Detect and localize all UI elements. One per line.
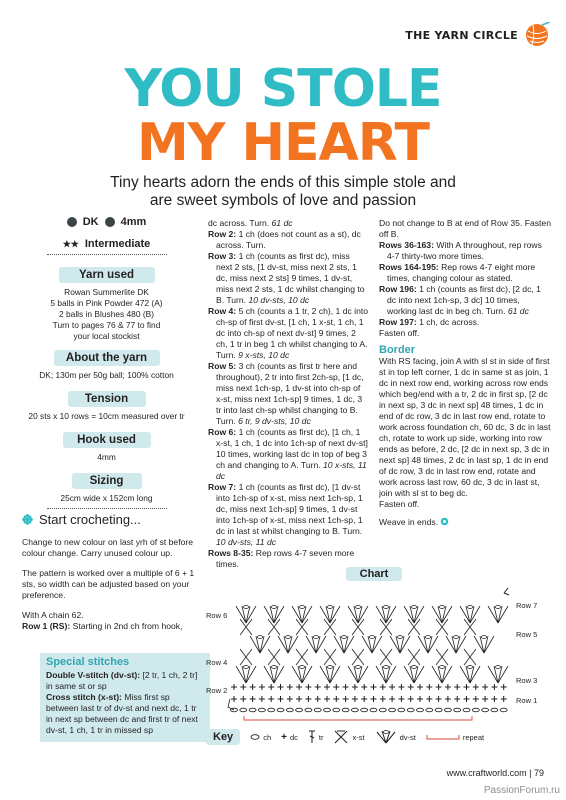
rows-8-35-instruction [208,548,368,570]
dc-stitch-symbol [361,684,367,690]
chain-symbol [500,708,507,712]
title-line-1: YOU STOLE [124,59,442,119]
dc-stitch-symbol [352,696,358,702]
dc-stitch-symbol [426,696,432,702]
dc-stitch-symbol [398,696,404,702]
cross-stitch-symbol [436,649,448,665]
border-instructions: With RS facing, join A with sl st in side of first st in top left corner, 1 dc in same st as join, 1 dc in next row end, working across row ends which beg/end with a tr, 2 dc in first sp, [2 dc in next sp, 3 dc in next sp] 48 times, 1 dc in end of dc row, 3 dc in last row end, rotate to work across foundation ch, 60 dc, 3 dc in last ch, rotate to work up side, working into row ends as before, 2 dc, [2 dc in next sp, 3 dc in next sp] 48 times, 2 dc in last sp, 1 dc in end of dc row, 3 dc in last row end, rotate and work across last row, 60 dc, 3 dc in last st, join with sl st to beg dc. [379,356,551,498]
chain-space-symbol [440,666,445,669]
key-label: x-st [352,732,365,742]
rows-36-163-instruction [379,240,551,262]
chain-space-symbol [342,636,347,639]
stitch-count: 6 tr, 9 dv-sts, 10 dc [238,416,311,426]
dc-stitch-symbol [296,684,302,690]
row-5-instruction [208,361,368,427]
dc-stitch-symbol [259,684,265,690]
crochet-chart [204,583,556,723]
dc-stitch-symbol [371,696,377,702]
chain-symbol [417,708,424,712]
chain-space-symbol [300,666,305,669]
chain-symbol [482,708,489,712]
chart-row-label: Row 1 [516,696,538,705]
dc-stitch-symbol [231,696,237,702]
yarn-weight-icon [67,217,77,227]
treble-symbol-icon [308,730,316,744]
chain-symbol [286,708,293,712]
about-yarn-info: DK; 130m per 50g ball; 100% cotton [39,370,174,380]
row-label: Row 197: [379,317,417,327]
key-item-tr [308,730,324,744]
cross-stitch-symbol [240,649,252,665]
dc-stitch-symbol [250,696,256,702]
key-label: tr [318,732,324,742]
dc-stitch-symbol [315,696,321,702]
dc-stitch-symbol [287,684,293,690]
chain-symbol [370,708,377,712]
special-stitches-box [40,653,210,742]
subtitle [60,174,506,210]
start-heading-text: Start crocheting... [39,512,141,527]
brand-name: THE YARN CIRCLE [405,28,518,42]
chain-space-symbol [412,666,417,669]
dc-stitch-symbol [417,696,423,702]
dc-stitch-symbol [491,684,497,690]
chart-row-label: Row 5 [516,630,538,639]
chain-space-symbol [496,666,501,669]
chain-symbol [324,708,331,712]
chain-space-symbol [426,636,431,639]
cross-stitch-symbol-icon [333,730,349,744]
chart-row-label: Row 7 [516,601,538,610]
dc-stitch-symbol [445,696,451,702]
chain-space-symbol [370,636,375,639]
dc-stitch-symbol [268,684,274,690]
row-label: Row 2: [208,229,237,239]
chart-row-label: Row 4 [206,658,228,667]
key-item-dc [281,732,298,743]
row-arrow-symbol [504,588,509,595]
chain-space-symbol [482,636,487,639]
chain-space-symbol [328,606,333,609]
row-1-continued [208,218,368,229]
fasten-off-note: Fasten off. [379,328,420,338]
flower-icon [22,514,33,525]
stitch-label: Double V-stitch (dv-st): [46,670,141,680]
chart-row-label: Row 2 [206,686,228,695]
dc-stitch-symbol [417,684,423,690]
chain-space-symbol [384,666,389,669]
key-item-dv-st [375,730,416,744]
chain-space-symbol [328,666,333,669]
key-heading: Key [206,729,240,745]
chain-space-symbol [272,606,277,609]
chain-symbol [240,708,247,712]
chain-space-symbol [384,606,389,609]
dc-stitch-symbol [305,684,311,690]
dc-stitch-symbol [250,684,256,690]
dc-stitch-symbol [380,696,386,702]
stitch-count: 10 dv-sts, 10 dc [248,295,310,305]
chain-space-symbol [468,606,473,609]
chain-space-symbol [286,636,291,639]
dc-stitch-symbol [445,684,451,690]
dc-stitch-symbol [436,684,442,690]
chain-space-symbol [440,606,445,609]
dc-stitch-symbol [278,696,284,702]
row-text: 1 ch, dc across. [419,317,480,327]
dc-stitch-symbol [473,696,479,702]
footer-separator: | [529,768,534,778]
double-v-stitch-symbol-icon [375,730,397,744]
special-stitches-heading: Special stitches [46,656,130,668]
dc-stitch-symbol [389,684,395,690]
dc-stitch-symbol [231,684,237,690]
chain-symbol [249,708,256,712]
subtitle-line-1: Tiny hearts adorn the ends of this simple stole and [110,174,456,191]
chain-symbol-icon [250,734,260,740]
chain-space-symbol [356,666,361,669]
chain-symbol [398,708,405,712]
yarn-line: 2 balls in Blushes 480 (B) [59,309,154,319]
watermark: PassionForum.ru [483,785,560,796]
tension-heading: Tension [68,391,146,407]
hook-used-heading: Hook used [63,432,151,448]
chain-symbol [454,708,461,712]
footer-site: www.craftworld.com [446,768,527,778]
row-label: Rows 36-163: [379,240,434,250]
chain-symbol [444,708,451,712]
row-text: With A throughout, rep rows 4-7 thirty-two more times. [387,240,542,261]
row-label: Row 4: [208,306,237,316]
row-text: Starting in 2nd ch from hook, [72,621,183,631]
border-heading: Border [379,344,416,356]
chain-space-symbol [412,606,417,609]
stitch-label: Cross stitch (x-st): [46,692,122,702]
chain-symbol [463,708,470,712]
rows-164-195-instruction [379,262,551,284]
dc-stitch-symbol [324,684,330,690]
chain-symbol [258,708,265,712]
chain-symbol [296,708,303,712]
skill-level: Intermediate [84,238,151,250]
hook-size: 4mm [120,216,147,228]
stitch-text: [2 tr, 1 ch, 2 tr] in same st or sp [46,670,198,691]
dc-stitch-symbol [259,696,265,702]
row-1-instruction [22,621,202,632]
dc-stitch-symbol [398,684,404,690]
row-2-instruction [208,229,368,251]
dc-stitch-symbol [482,696,488,702]
special-stitch-1 [46,670,204,692]
page-footer [447,768,544,778]
chain-space-symbol [314,636,319,639]
dc-stitch-symbol [343,696,349,702]
yarn-used-heading: Yarn used [59,267,155,283]
dc-stitch-symbol [464,696,470,702]
pattern-info-column [14,216,199,509]
dc-stitch-symbol [501,696,507,702]
dc-stitch-symbol [352,684,358,690]
chain-symbol [351,708,358,712]
key-item-x-st [333,730,364,744]
stitch-count: 10 dv-sts, 11 dc [216,537,277,547]
key-item-ch [250,733,271,742]
key-item-repeat [426,733,484,742]
dc-symbol-icon: + [281,731,287,743]
title-line-2: MY HEART [137,113,429,173]
dc-stitch-symbol [454,696,460,702]
chain-symbol [277,708,284,712]
page-number: 79 [533,768,544,778]
dc-stitch-symbol [296,696,302,702]
subtitle-line-2: are sweet symbols of love and passion [149,192,417,209]
dc-stitch-symbol [464,684,470,690]
dc-stitch-symbol [454,684,460,690]
stitch-count: 10 x-sts, 11 dc [216,460,367,481]
chain-symbol [491,708,498,712]
multiple-note: The pattern is worked over a multiple of 6 + 1 sts, so width can be adjusted based on your preference. [22,568,195,600]
sizing-info: 25cm wide x 152cm long [60,493,153,503]
chain-space-symbol [356,606,361,609]
dc-stitch-symbol [278,684,284,690]
dc-stitch-symbol [389,696,395,702]
row-text: 1 ch (does not count as a st), dc across. Turn. [216,229,361,250]
row-text: 1 ch (counts as first dc), [1 dv-st into 1ch-sp of x-st, miss next 1ch-sp, 1 dc, miss next 1ch-sp] 9 times, 1 dv-st into 1ch-sp of x-st, miss next 1ch-sp, 1 dc in last st whilst changing to B. Turn. [216,482,363,536]
chain-space-symbol [300,606,305,609]
chain-space-symbol [244,606,249,609]
cross-stitch-symbol [352,649,364,665]
chain-symbol [268,708,275,712]
chart-row-label: Row 3 [516,676,538,685]
yarn-line: 5 balls in Pink Powder 472 (A) [50,298,163,308]
row-3-instruction [208,251,368,306]
yarn-line: Turn to pages 76 & 77 to find [52,320,161,330]
dc-stitch-symbol [408,684,414,690]
dc-stitch-symbol [482,684,488,690]
cross-stitch-symbol [408,649,420,665]
chain-space-symbol [272,666,277,669]
row-label: Rows 164-195: [379,262,439,272]
chain-symbol [314,708,321,712]
stitch-text: Miss first sp between last tr of dv-st and next dc, 1 tr in next sp between dc and first tr of next dv-st, 1 ch, 1 tr in missed sp [46,692,198,735]
chain-note: With A chain 62. [22,610,84,620]
key-label: dc [289,732,298,742]
dc-stitch-symbol [305,696,311,702]
repeat-bracket [244,716,472,720]
stitch-count: 61 dc [507,306,529,316]
chain-symbol [435,708,442,712]
chain-space-symbol [468,666,473,669]
yarn-ball-icon [524,22,550,48]
chain-symbol [407,708,414,712]
row-text: 1 ch (counts as first dc), miss next 2 sts, [1 dv-st, miss next 2 sts, 1 dc, miss next 2 sts] 9 times, 1 dv-st, miss next 2 sts, 1 dc whilst changing to B. Turn. [216,251,365,305]
divider [47,254,167,255]
dc-stitch-symbol [287,696,293,702]
chain-space-symbol [496,606,501,609]
dc-stitch-symbol [324,696,330,702]
colour-note: Do not change to B at end of Row 35. Fasten off B. [379,218,551,239]
key-label: ch [263,732,272,742]
special-stitch-2 [46,692,204,736]
dc-stitch-symbol [380,684,386,690]
chain-symbol [305,708,312,712]
chain-symbol [361,708,368,712]
chain-space-symbol [244,666,249,669]
chain-symbol [426,708,433,712]
cross-stitch-symbol [268,649,280,665]
row-label: Row 7: [208,482,237,492]
dc-stitch-symbol [268,696,274,702]
dc-stitch-symbol [333,684,339,690]
hook-used-info: 4mm [97,452,116,462]
row-label: Row 6: [208,427,237,437]
about-yarn-heading: About the yarn [54,350,160,366]
dc-stitch-symbol [315,684,321,690]
dc-stitch-symbol [333,696,339,702]
start-heading [22,512,141,527]
brand-header [405,22,550,48]
weight-hook-line [14,216,199,228]
row-6-instruction [208,427,368,482]
chain-space-symbol [454,636,459,639]
flower-icon [440,517,449,526]
row-text: 3 ch (counts as first tr here and throughout), 2 tr into first 2ch-sp, [1 dc, miss next 1ch-sp, 1 dv-st into ch-sp of x-st, miss next 1ch-sp] 9 times, 1 dc, 3 tr into last ch-sp whilst changing to B. Turn. [216,361,364,426]
skill-stars-icon: ★★ [62,239,79,249]
key-label: repeat [462,732,485,742]
dc-stitch-symbol [240,696,246,702]
chart-key [206,726,546,748]
cross-stitch-symbol [296,649,308,665]
tension-info: 20 sts x 10 rows = 10cm measured over tr [28,411,185,421]
row-label: Row 196: [379,284,417,294]
dc-stitch-symbol [501,684,507,690]
dc-stitch-symbol [436,696,442,702]
row-4-instruction [208,306,368,361]
row-text: 1 ch (counts as first dc), [1 ch, 1 x-st, 1 ch, 1 dc into 1ch-sp of next dv-st] 10 times, working last dc in top of beg 3 ch and changing to A. Turn. [216,427,368,470]
yarn-line: your local stockist [73,331,140,341]
sizing-heading: Sizing [72,473,142,489]
row-197-instruction [379,317,551,328]
row-label: Rows 8-35: [208,548,254,558]
cross-stitch-symbol [324,649,336,665]
pattern-column-2 [208,218,368,570]
row-text: Rep rows 4-7 seven more times. [216,548,355,569]
row-text: Rep rows 4-7 eight more times, changing colour as stated. [387,262,536,283]
chain-symbol [379,708,386,712]
start-instructions [22,537,202,632]
dc-stitch-symbol [408,696,414,702]
chain-space-symbol [258,636,263,639]
yarn-line: Rowan Summerlite DK [64,287,149,297]
row-label: Row 5: [208,361,237,371]
chain-symbol [342,708,349,712]
fasten-off-note: Fasten off. [379,499,420,509]
cross-stitch-symbol [464,649,476,665]
dc-stitch-symbol [361,696,367,702]
row-196-instruction [379,284,551,317]
weave-note [379,517,551,528]
row-7-instruction [208,482,368,548]
chart-heading: Chart [346,567,402,581]
chart-row-label: Row 6 [206,611,228,620]
row-label: Row 3: [208,251,237,261]
colour-change-note: Change to new colour on last yrh of st before colour change. Carry unused colour up. [22,537,194,558]
dc-stitch-symbol [473,684,479,690]
row-text: 5 ch (counts a 1 tr, 2 ch), 1 dc into ch-sp of first dv-st, [1 ch, 1 x-st, 1 ch, 1 dc into ch-sp of next dv-st] 9 times, 2 ch, 1 tr in beg 1 ch whilst changing to A. Turn. [216,306,369,360]
row-label: Row 1 (RS): [22,621,71,631]
row-text: dc across. Turn. [208,218,270,228]
chain-space-symbol [398,636,403,639]
dc-stitch-symbol [426,684,432,690]
key-label: dv-st [399,732,416,742]
row-text: 1 ch (counts as first dc), [2 dc, 1 dc into next 1ch-sp, 3 dc] 10 times, working last dc in beg ch. Turn. [387,284,541,316]
weave-text: Weave in ends. [379,517,439,527]
chain-symbol [333,708,340,712]
stitch-count: 9 x-sts, 10 dc [238,350,290,360]
skill-level-line [14,238,199,250]
cross-stitch-symbol [380,649,392,665]
dc-stitch-symbol [371,684,377,690]
chain-symbol [389,708,396,712]
repeat-bracket-icon [426,734,460,740]
dc-stitch-symbol [491,696,497,702]
chain-symbol [472,708,479,712]
yarn-used-info [14,287,199,342]
stitch-count: 61 dc [271,218,293,228]
divider [47,508,167,509]
dc-stitch-symbol [343,684,349,690]
dc-stitch-symbol [240,684,246,690]
pattern-column-3 [379,218,551,528]
hook-icon [105,217,115,227]
yarn-weight: DK [82,216,99,228]
